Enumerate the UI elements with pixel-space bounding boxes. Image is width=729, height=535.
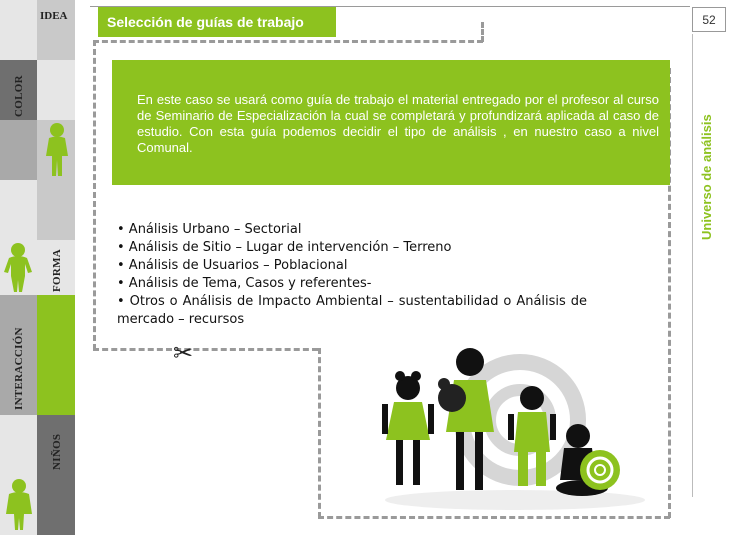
page-title: Selección de guías de trabajo xyxy=(98,7,336,37)
sidebar-label-forma: FORMA xyxy=(51,248,63,292)
sidebar-tile xyxy=(37,60,75,120)
sidebar-tile xyxy=(0,180,37,240)
sidebar-label-ninos: NIÑOS xyxy=(51,433,63,470)
side-tab-label: Universo de análisis xyxy=(699,114,714,240)
sidebar-label-interaccion: INTERACCIÓN xyxy=(13,327,25,410)
page-number: 52 xyxy=(692,7,726,32)
list-item: • Otros o Análisis de Impacto Ambiental – sustentabilidad o Análisis de mercado – recursos xyxy=(117,294,587,327)
list-item: • Análisis de Sitio – Lugar de intervención – Terreno xyxy=(117,240,452,255)
sidebar-tile xyxy=(0,415,37,475)
intro-paragraph: En este caso se usará como guía de trabajo el material entregado por el profesor al curso de Seminario de Especialización la cual se completará y profundizará aplicada al caso de estudio. Con esta guía podemos decidir el tipo de análisis , en nuestro caso a nivel Comunal. xyxy=(137,92,659,155)
sidebar-label-idea: IDEA xyxy=(40,10,68,22)
children-illustration xyxy=(360,340,660,515)
dashed-cut-line xyxy=(318,516,670,519)
list-item: • Análisis de Usuarios – Poblacional xyxy=(117,258,348,273)
scissors-icon: ✂ xyxy=(173,340,194,367)
sidebar-tile xyxy=(37,295,75,415)
dashed-cut-line xyxy=(93,348,318,351)
child-silhouette-icon xyxy=(3,242,33,294)
list-item: • Análisis de Tema, Casos y referentes- xyxy=(117,276,372,291)
sidebar-tile xyxy=(37,180,75,240)
child-silhouette-icon xyxy=(4,478,34,532)
side-tab xyxy=(692,34,727,497)
dashed-cut-line xyxy=(93,40,483,43)
sidebar-tile xyxy=(0,0,37,60)
sidebar-tile xyxy=(0,120,37,180)
sidebar-tile xyxy=(37,475,75,535)
dashed-cut-line xyxy=(318,348,321,518)
dashed-cut-line xyxy=(481,22,484,42)
child-silhouette-icon xyxy=(44,122,70,178)
list-item: • Análisis Urbano – Sectorial xyxy=(117,222,302,237)
sidebar-tile xyxy=(37,0,75,60)
dashed-cut-line xyxy=(93,40,96,350)
analysis-list xyxy=(117,221,587,329)
sidebar-label-color: COLOR xyxy=(13,75,25,117)
